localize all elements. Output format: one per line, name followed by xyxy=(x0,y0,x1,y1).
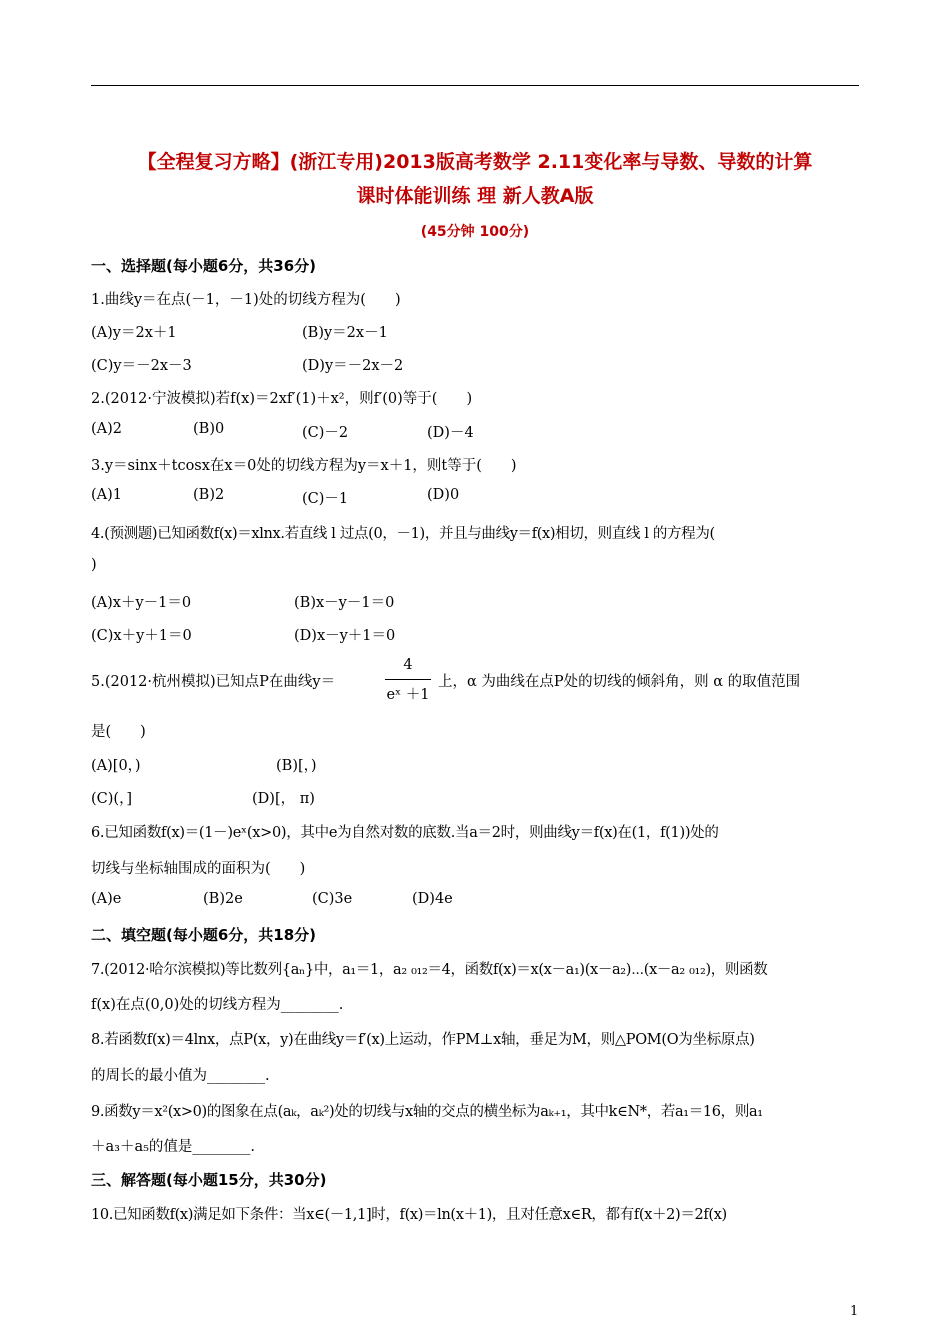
question-4-stem-cont: ) xyxy=(91,557,97,573)
q3-option-b: (B)2 xyxy=(193,487,225,503)
q3-option-c: (C)－1 xyxy=(302,491,349,507)
question-7-line2: f(x)在点(0,0)处的切线方程为________. xyxy=(91,997,344,1013)
q5-fraction-numerator: 4 xyxy=(403,657,413,673)
q5-fraction-denominator: eˣ ＋1 xyxy=(386,687,430,703)
q3-option-d: (D)0 xyxy=(427,487,460,503)
question-10-line1: 10.已知函数f(x)满足如下条件：当x∈(－1,1]时，f(x)＝ln(x＋1)，且对任意x∈R，都有f(x＋2)＝2f(x) xyxy=(91,1207,727,1223)
q1-option-b: (B)y＝2x－1 xyxy=(302,325,388,341)
document-title-line2: 课时体能训练 理 新人教A版 xyxy=(356,185,594,207)
q6-option-a: (A)e xyxy=(91,891,122,907)
header-rule xyxy=(91,85,859,86)
question-8-line1: 8.若函数f(x)＝4lnx，点P(x，y)在曲线y＝f′(x)上运动，作PM⊥x轴，垂足为M，则△POM(O为坐标原点) xyxy=(91,1032,755,1048)
q2-option-d: (D)－4 xyxy=(427,425,474,441)
question-8-line2: 的周长的最小值为________. xyxy=(91,1068,270,1084)
q4-option-d: (D)x－y＋1＝0 xyxy=(294,628,396,644)
q3-option-a: (A)1 xyxy=(91,487,123,503)
section-heading-choice: 一、选择题(每小题6分，共36分) xyxy=(91,257,317,275)
q1-option-c: (C)y＝－2x－3 xyxy=(91,358,192,374)
question-5-stem-pre: 5.(2012·杭州模拟)已知点P在曲线y＝ xyxy=(91,674,336,690)
q6-option-b: (B)2e xyxy=(203,891,243,907)
q4-option-a: (A)x＋y－1＝0 xyxy=(91,595,192,611)
section-heading-fill: 二、填空题(每小题6分，共18分) xyxy=(91,926,317,944)
question-4-stem: 4.(预测题)已知函数f(x)＝xlnx.若直线 l 过点(0，－1)，并且与曲线y＝f(x)相切，则直线 l 的方程为( xyxy=(91,526,715,542)
question-7-line1: 7.(2012·哈尔滨模拟)等比数列{aₙ}中，a₁＝1，a₂ ₀₁₂＝4，函数f(x)＝x(x－a₁)(x－a₂)⋯(x－a₂ ₀₁₂)，则函数 xyxy=(91,962,768,978)
q1-option-d: (D)y＝－2x－2 xyxy=(302,358,404,374)
q2-option-c: (C)－2 xyxy=(302,425,349,441)
q2-option-b: (B)0 xyxy=(193,421,225,437)
q5-option-c: (C)(，] xyxy=(91,791,132,807)
question-5-stem-cont: 是( ) xyxy=(91,724,146,740)
question-1-stem: 1.曲线y＝在点(－1，－1)处的切线方程为( ) xyxy=(91,292,401,308)
q2-option-a: (A)2 xyxy=(91,421,123,437)
q4-option-c: (C)x＋y＋1＝0 xyxy=(91,628,192,644)
section-heading-solve: 三、解答题(每小题15分，共30分) xyxy=(91,1171,327,1189)
page-number: 1 xyxy=(850,1304,859,1319)
document-title-line1: 【全程复习方略】(浙江专用)2013版高考数学 2.11变化率与导数、导数的计算 xyxy=(137,151,813,173)
question-9-line2: ＋a₃＋a₅的值是________. xyxy=(91,1139,256,1155)
question-2-stem: 2.(2012·宁波模拟)若f(x)＝2xf′(1)＋x²，则f′(0)等于( ) xyxy=(91,391,473,407)
q5-option-a: (A)[0，) xyxy=(91,758,141,774)
q5-option-b: (B)[，) xyxy=(276,758,317,774)
q5-option-d: (D)[， π) xyxy=(252,791,315,807)
q4-option-b: (B)x－y－1＝0 xyxy=(294,595,395,611)
q1-option-a: (A)y＝2x＋1 xyxy=(91,325,177,341)
question-6-stem: 6.已知函数f(x)＝(1－)eˣ(x>0)，其中e为自然对数的底数.当a＝2时，则曲线y＝f(x)在(1，f(1))处的 xyxy=(91,825,719,841)
q6-option-d: (D)4e xyxy=(412,891,453,907)
question-3-stem: 3.y＝sinx＋tcosx在x＝0处的切线方程为y＝x＋1，则t等于( ) xyxy=(91,458,517,474)
document-subtitle: (45分钟 100分) xyxy=(420,224,530,240)
question-9-line1: 9.函数y＝x²(x>0)的图象在点(aₖ，aₖ²)处的切线与x轴的交点的横坐标为aₖ₊₁，其中k∈N*，若a₁＝16，则a₁ xyxy=(91,1104,763,1120)
question-6-stem-cont: 切线与坐标轴围成的面积为( ) xyxy=(91,861,306,877)
q5-fraction xyxy=(383,657,433,704)
question-5-stem-post: 上，α 为曲线在点P处的切线的倾斜角，则 α 的取值范围 xyxy=(438,674,801,690)
q6-option-c: (C)3e xyxy=(312,891,353,907)
